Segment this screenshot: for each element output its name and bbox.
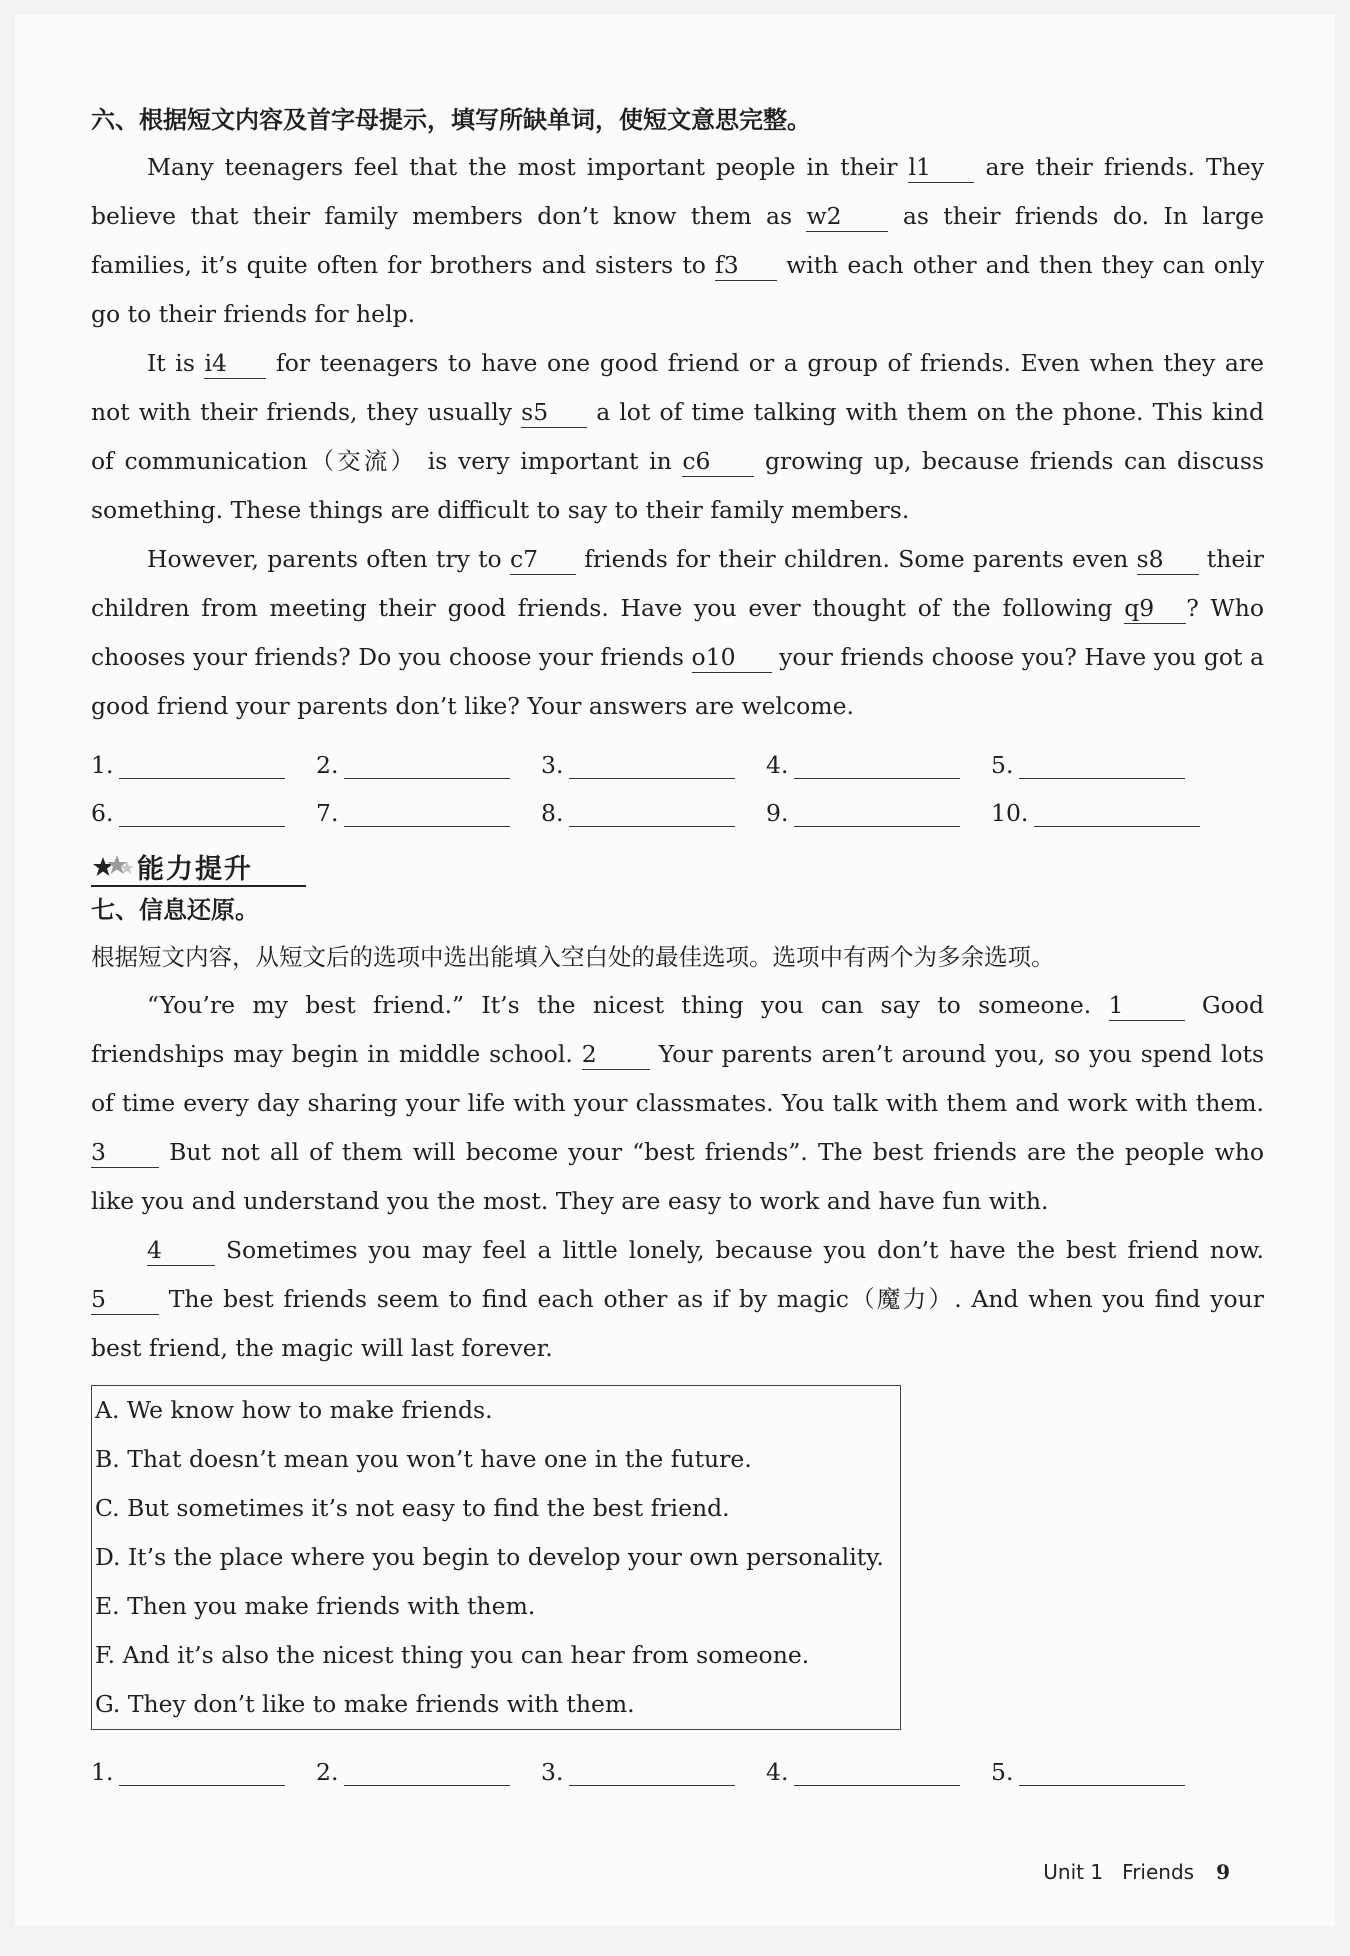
answer-line[interactable] xyxy=(569,754,735,779)
answer-slot[interactable]: 1. xyxy=(91,751,316,779)
answer-line[interactable] xyxy=(569,802,735,827)
blank-5[interactable]: 5 xyxy=(91,1284,159,1315)
answer-line[interactable] xyxy=(794,1761,960,1786)
text-segment: with each other and then they can only go to their friends for help. xyxy=(91,251,1264,328)
blank-4[interactable]: 4 xyxy=(147,1235,215,1266)
section-6-title: 六、根据短文内容及首字母提示，填写所缺单词，使短文意思完整。 xyxy=(91,106,811,134)
answer-line[interactable] xyxy=(119,802,285,827)
answer-slot[interactable]: 4. xyxy=(766,751,991,779)
answer-slot[interactable]: 9. xyxy=(766,799,991,827)
blank-3[interactable]: 3 xyxy=(91,1137,159,1168)
option-e: E. Then you make friends with them. xyxy=(95,1592,536,1620)
option-b: B. That doesn’t mean you won’t have one in the future. xyxy=(95,1445,752,1473)
text-segment: Many teenagers feel that the most important people in their xyxy=(147,153,909,181)
text-segment: However, parents often try to xyxy=(147,545,510,573)
text-segment: But not all of them will become your “best friends”. The best friends are the people who like you and understand you the most. They are easy to work and have fun with. xyxy=(91,1138,1264,1215)
options-box xyxy=(91,1385,901,1730)
section-6-answer-row-1 xyxy=(91,731,1264,779)
section-7-paragraph-2 xyxy=(91,1226,1264,1373)
text-segment: The best friends seem to find each other as if by magic（魔力）. And when you find your best friend, the magic will last forever. xyxy=(91,1285,1264,1362)
blank-1[interactable]: l1 xyxy=(908,152,974,183)
answer-line[interactable] xyxy=(1019,1761,1185,1786)
stars-icon xyxy=(91,851,135,881)
section-7-instruction: 根据短文内容，从短文后的选项中选出能填入空白处的最佳选项。选项中有两个为多余选项。 xyxy=(91,943,1055,971)
text-segment: as their friends do. In large families, it’s quite often for brothers and sisters to xyxy=(91,202,1264,279)
blank-2[interactable]: 2 xyxy=(582,1039,650,1070)
answer-line[interactable] xyxy=(119,1761,285,1786)
answer-slot[interactable]: 3. xyxy=(541,751,766,779)
answer-line[interactable] xyxy=(344,754,510,779)
section-6-paragraph-3 xyxy=(91,535,1264,731)
answer-slot[interactable]: 4. xyxy=(766,1758,991,1786)
blank-3[interactable]: f3 xyxy=(715,250,777,281)
blank-10[interactable]: o10 xyxy=(692,642,772,673)
section-6-paragraph-1 xyxy=(91,143,1264,339)
answer-line[interactable] xyxy=(794,802,960,827)
ability-underline xyxy=(91,885,306,887)
answer-line[interactable] xyxy=(119,754,285,779)
blank-5[interactable]: s5 xyxy=(521,397,587,428)
answer-slot[interactable]: 5. xyxy=(991,1758,1216,1786)
blank-9[interactable]: q9 xyxy=(1124,593,1186,624)
answer-line[interactable] xyxy=(1034,802,1200,827)
blank-4[interactable]: i4 xyxy=(204,348,266,379)
section-6-paragraph-2 xyxy=(91,339,1264,535)
text-segment: your friends choose you? Have you got a good friend your parents don’t like? Your answers are welcome. xyxy=(91,643,1264,720)
answer-line[interactable] xyxy=(569,1761,735,1786)
text-segment: their children from meeting their good friends. Have you ever thought of the following xyxy=(91,545,1265,622)
option-g: G. They don’t like to make friends with them. xyxy=(95,1690,635,1718)
answer-line[interactable] xyxy=(344,802,510,827)
unit-label: Unit 1 Friends xyxy=(1043,1860,1195,1884)
blank-2[interactable]: w2 xyxy=(806,201,888,232)
text-segment: It is xyxy=(147,349,205,377)
section-7-title: 七、信息还原。 xyxy=(91,896,259,924)
text-segment: a lot of time talking with them on the phone. This kind of communication（交流） is very important in xyxy=(91,398,1264,475)
answer-slot[interactable]: 2. xyxy=(316,1758,541,1786)
answer-slot[interactable]: 6. xyxy=(91,799,316,827)
blank-1[interactable]: 1 xyxy=(1109,990,1185,1021)
ability-title: 能力提升 xyxy=(137,853,253,885)
answer-slot[interactable]: 3. xyxy=(541,1758,766,1786)
page-footer xyxy=(1043,1860,1230,1884)
answer-line[interactable] xyxy=(794,754,960,779)
text-segment: Your parents aren’t around you, so you spend lots of time every day sharing your life with your classmates. You talk with them and work with them. xyxy=(91,1040,1265,1117)
section-6-answer-row-2 xyxy=(91,779,1264,827)
answer-slot[interactable]: 8. xyxy=(541,799,766,827)
section-7-paragraph-1 xyxy=(91,981,1264,1226)
option-c: C. But sometimes it’s not easy to find the best friend. xyxy=(95,1494,730,1522)
answer-line[interactable] xyxy=(344,1761,510,1786)
answer-slot[interactable]: 2. xyxy=(316,751,541,779)
text-segment: are their friends. They believe that their family members don’t know them as xyxy=(91,153,1264,230)
blank-7[interactable]: c7 xyxy=(510,544,576,575)
page-number: 9 xyxy=(1216,1860,1230,1884)
text-segment: Good friendships may begin in middle school. xyxy=(91,991,1264,1068)
workbook-page xyxy=(15,15,1335,1926)
option-f: F. And it’s also the nicest thing you can hear from someone. xyxy=(95,1641,810,1669)
text-segment: friends for their children. Some parents even xyxy=(575,545,1137,573)
answer-line[interactable] xyxy=(1019,754,1185,779)
answer-slot[interactable]: 7. xyxy=(316,799,541,827)
text-segment: for teenagers to have one good friend or a group of friends. Even when they are not with their friends, they usually xyxy=(91,349,1264,426)
text-segment: “You’re my best friend.” It’s the nicest thing you can say to someone. xyxy=(147,991,1109,1019)
text-segment: growing up, because friends can discuss something. These things are difficult to say to their family members. xyxy=(91,447,1264,524)
page-content xyxy=(91,103,1264,1786)
text-segment: Sometimes you may feel a little lonely, because you don’t have the best friend now. xyxy=(215,1236,1264,1264)
answer-slot[interactable]: 10. xyxy=(991,799,1216,827)
answer-slot[interactable]: 5. xyxy=(991,751,1216,779)
ability-heading xyxy=(91,845,1264,887)
blank-8[interactable]: s8 xyxy=(1137,544,1199,575)
option-d: D. It’s the place where you begin to develop your own personality. xyxy=(95,1543,884,1571)
answer-slot[interactable]: 1. xyxy=(91,1758,316,1786)
section-7-answer-row xyxy=(91,1738,1264,1786)
option-a: A. We know how to make friends. xyxy=(95,1396,493,1424)
text-segment: ? Who chooses your friends? Do you choose your friends xyxy=(91,594,1264,671)
blank-6[interactable]: c6 xyxy=(682,446,754,477)
